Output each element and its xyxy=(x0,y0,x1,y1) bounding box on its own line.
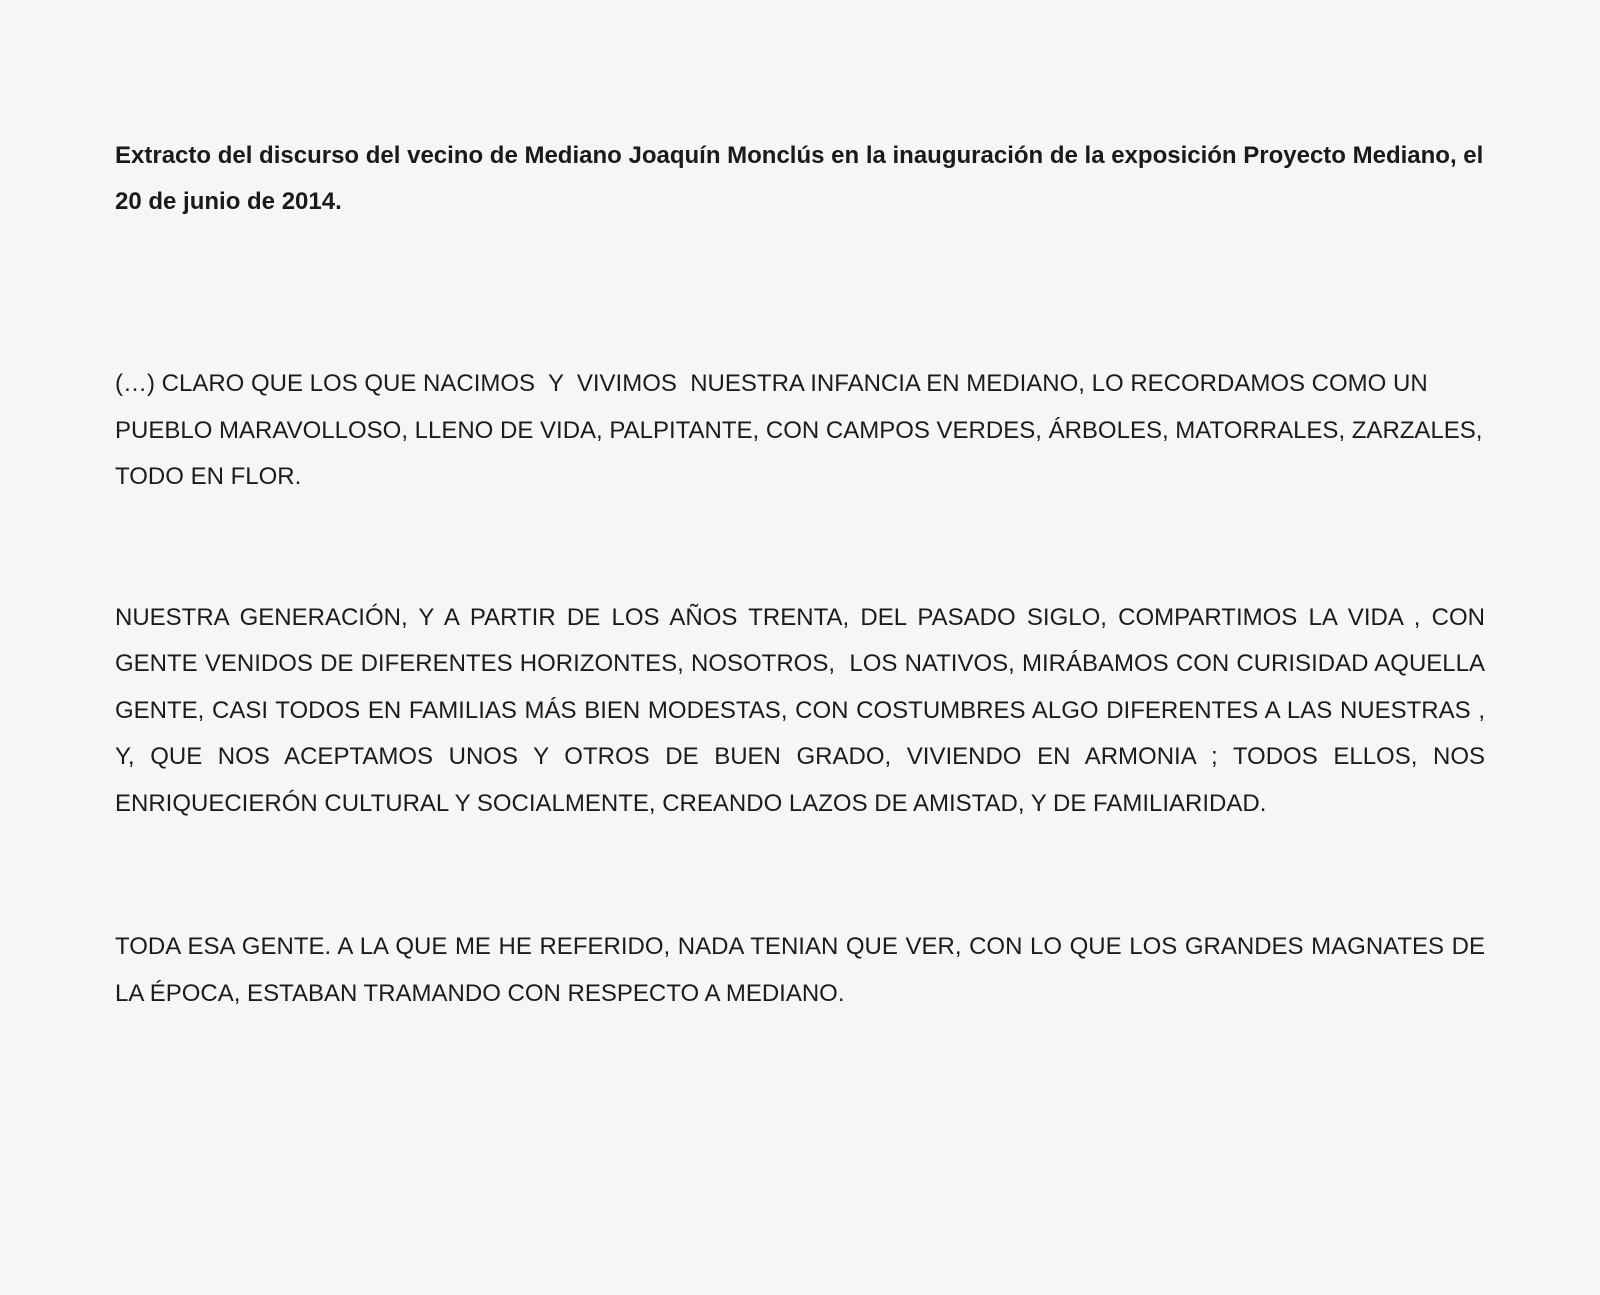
document-heading: Extracto del discurso del vecino de Mediano Joaquín Monclús en la inauguración de la exposición Proyecto Mediano, el 20 de junio de 2014. xyxy=(115,142,1484,215)
paragraph-magnates: TODA ESA GENTE. A LA QUE ME HE REFERIDO, NADA TENIAN QUE VER, CON LO QUE LOS GRANDES MAGNATES DE LA ÉPOCA, ESTABAN TRAMANDO CON RESPECTO A MEDIANO. xyxy=(115,933,1492,1007)
paragraph-childhood-memories: (…) CLARO QUE LOS QUE NACIMOS Y VIVIMOS NUESTRA INFANCIA EN MEDIANO, LO RECORDAMOS COMO UN PUEBLO MARAVOLLOSO, LLENO DE VIDA, PALPITANTE, CON CAMPOS VERDES, ÁRBOLES, MATORRALES, ZARZALES, TODO EN FLOR. xyxy=(115,370,1489,490)
paragraph-generation: NUESTRA GENERACIÓN, Y A PARTIR DE LOS AÑOS TRENTA, DEL PASADO SIGLO, COMPARTIMOS LA VIDA , CON GENTE VENIDOS DE DIFERENTES HORIZONTES, NOSOTROS, LOS NATIVOS, MIRÁBAMOS CON CURISIDAD AQUELLA GENTE, CASI TODOS EN FAMILIAS MÁS BIEN MODESTAS, CON COSTUMBRES ALGO DIFERENTES A LAS NUESTRAS , Y, QUE NOS ACEPTAMOS UNOS Y OTROS DE BUEN GRADO, VIVIENDO EN ARMONIA ; TODOS ELLOS, NOS ENRIQUECIERÓN CULTURAL Y SOCIALMENTE, CREANDO LAZOS DE AMISTAD, Y DE FAMILIARIDAD. xyxy=(115,603,1492,817)
document-page xyxy=(115,133,1492,1017)
